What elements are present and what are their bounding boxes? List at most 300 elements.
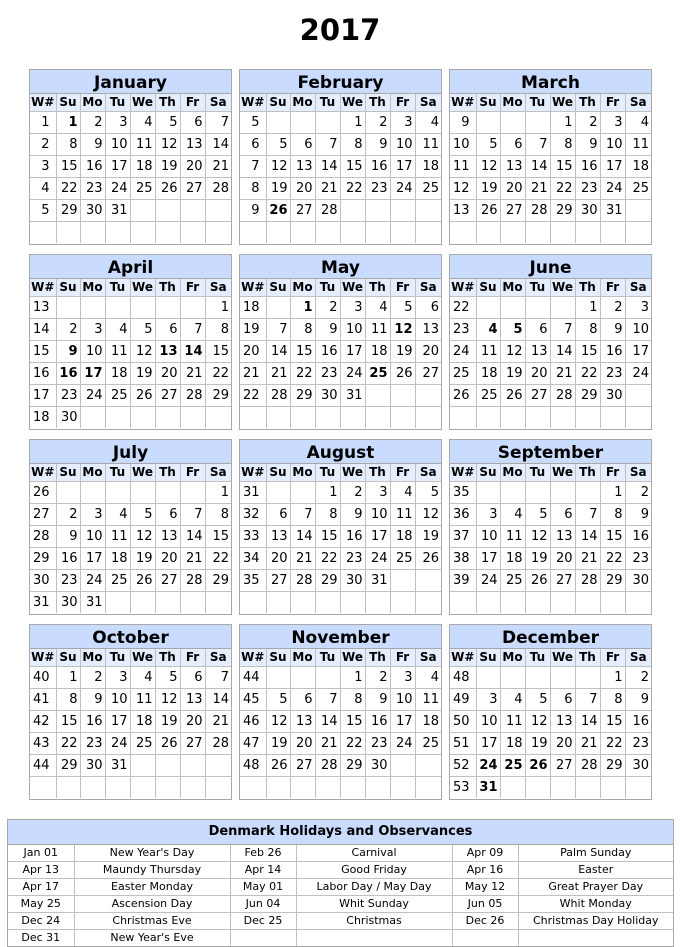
weekday-header: Su: [56, 464, 80, 482]
day-cell: [575, 407, 600, 428]
day-cell: 10: [625, 319, 651, 341]
day-cell: 16: [625, 526, 651, 548]
day-cell: 21: [266, 363, 290, 385]
day-cell: [390, 222, 415, 243]
day-cell: 29: [205, 385, 231, 407]
weekday-header: Sa: [625, 649, 651, 667]
week-number: 16: [30, 363, 56, 385]
day-cell: 19: [500, 363, 525, 385]
day-cell: 2: [80, 667, 105, 689]
day-cell: [415, 755, 441, 777]
week-number: 9: [240, 200, 266, 222]
weekday-header: We: [130, 649, 155, 667]
day-cell: 18: [365, 341, 390, 363]
day-cell: 28: [575, 570, 600, 592]
week-row: [30, 667, 231, 689]
week-number-header: W#: [240, 94, 266, 112]
day-cell: 10: [600, 134, 625, 156]
day-cell: [525, 482, 550, 504]
weekday-header-row: [240, 279, 441, 297]
weekday-header: Th: [155, 649, 180, 667]
weekday-header: Fr: [390, 94, 415, 112]
weekday-header: Fr: [180, 464, 205, 482]
day-cell: 10: [390, 689, 415, 711]
day-cell: 24: [80, 385, 105, 407]
day-cell: 10: [105, 689, 130, 711]
weekday-header: Th: [575, 94, 600, 112]
day-cell: 5: [525, 689, 550, 711]
week-row: [240, 548, 441, 570]
day-cell: 23: [56, 570, 80, 592]
day-cell: 28: [180, 570, 205, 592]
day-cell: 3: [105, 112, 130, 134]
weekday-header: Tu: [525, 94, 550, 112]
day-cell: 29: [575, 385, 600, 407]
holiday-date: Apr 16: [452, 862, 518, 879]
week-number: 26: [30, 482, 56, 504]
holiday-date: Dec 26: [452, 913, 518, 930]
day-cell: [80, 777, 105, 798]
week-number: [30, 777, 56, 798]
day-cell: 25: [130, 178, 155, 200]
week-number: 9: [450, 112, 476, 134]
weekday-header: Th: [155, 464, 180, 482]
day-cell: [290, 407, 315, 428]
month-november: [239, 624, 442, 800]
holiday-name: Christmas Day Holiday: [518, 913, 673, 930]
week-number-header: W#: [450, 464, 476, 482]
day-cell: [266, 667, 290, 689]
day-cell: 2: [600, 297, 625, 319]
day-cell: 4: [130, 667, 155, 689]
weekday-header: Tu: [315, 279, 340, 297]
week-row: [240, 592, 441, 613]
holiday-date: [452, 930, 518, 947]
weekday-header: Tu: [315, 649, 340, 667]
day-cell: [500, 667, 525, 689]
weekday-header: Sa: [415, 94, 441, 112]
day-cell: 26: [155, 178, 180, 200]
holiday-date: Jun 05: [452, 896, 518, 913]
day-cell: 8: [575, 319, 600, 341]
day-cell: [105, 407, 130, 429]
day-cell: [130, 200, 155, 222]
day-cell: 17: [340, 341, 365, 363]
week-row: [240, 526, 441, 548]
day-cell: 18: [415, 156, 441, 178]
month-name: May: [240, 255, 441, 279]
day-cell: [80, 407, 105, 429]
week-row: [30, 341, 231, 363]
day-cell: 3: [476, 689, 500, 711]
day-cell: 21: [315, 733, 340, 755]
day-cell: 24: [105, 178, 130, 200]
holiday-date: Apr 09: [452, 845, 518, 862]
week-row: [30, 755, 231, 777]
day-cell: 1: [290, 297, 315, 319]
week-number: 8: [240, 178, 266, 200]
day-cell: [550, 667, 575, 689]
weekday-header: Su: [476, 649, 500, 667]
day-cell: 6: [155, 504, 180, 526]
day-cell: 28: [315, 755, 340, 777]
day-cell: 19: [476, 178, 500, 200]
day-cell: 17: [80, 363, 105, 385]
day-cell: 9: [575, 134, 600, 156]
day-cell: 15: [600, 711, 625, 733]
day-cell: 8: [340, 689, 365, 711]
day-cell: [266, 112, 290, 134]
week-row: [30, 156, 231, 178]
day-cell: [476, 482, 500, 504]
day-cell: [266, 592, 290, 613]
day-cell: 23: [315, 363, 340, 385]
day-cell: 23: [365, 733, 390, 755]
holiday-name: Christmas Eve: [74, 913, 230, 930]
week-row: [450, 407, 651, 428]
day-cell: [575, 482, 600, 504]
month-table: [30, 464, 231, 613]
day-cell: 22: [315, 548, 340, 570]
day-cell: [525, 407, 550, 428]
holiday-date: [230, 930, 296, 947]
day-cell: [315, 112, 340, 134]
day-cell: 30: [365, 755, 390, 777]
weekday-header: Su: [266, 94, 290, 112]
day-cell: 9: [56, 526, 80, 548]
day-cell: 23: [56, 385, 80, 407]
day-cell: 31: [80, 592, 105, 614]
week-row: [30, 385, 231, 407]
day-cell: 5: [130, 504, 155, 526]
day-cell: [266, 482, 290, 504]
day-cell: 17: [105, 711, 130, 733]
week-number: 35: [240, 570, 266, 592]
day-cell: 13: [500, 156, 525, 178]
day-cell: 13: [155, 341, 180, 363]
weekday-header: Th: [575, 279, 600, 297]
day-cell: [365, 592, 390, 613]
day-cell: [550, 222, 575, 243]
day-cell: [390, 200, 415, 222]
day-cell: [600, 777, 625, 799]
day-cell: 9: [600, 319, 625, 341]
week-number: 27: [30, 504, 56, 526]
day-cell: 3: [476, 504, 500, 526]
day-cell: [600, 407, 625, 428]
day-cell: 27: [155, 385, 180, 407]
day-cell: 6: [180, 667, 205, 689]
week-row: [450, 363, 651, 385]
day-cell: [525, 592, 550, 613]
day-cell: 14: [205, 689, 231, 711]
day-cell: 11: [130, 134, 155, 156]
week-number: 7: [240, 156, 266, 178]
day-cell: [315, 592, 340, 613]
day-cell: 24: [600, 178, 625, 200]
week-row: [450, 156, 651, 178]
weekday-header: Su: [56, 94, 80, 112]
week-number: 1: [30, 112, 56, 134]
weekday-header-row: [30, 464, 231, 482]
day-cell: 31: [600, 200, 625, 222]
day-cell: 18: [130, 711, 155, 733]
day-cell: [575, 667, 600, 689]
day-cell: [205, 755, 231, 777]
day-cell: 2: [365, 112, 390, 134]
weekday-header: Su: [266, 464, 290, 482]
week-number: 24: [450, 341, 476, 363]
week-row: [240, 407, 441, 428]
day-cell: [365, 222, 390, 243]
day-cell: 15: [340, 711, 365, 733]
holiday-date: May 01: [230, 879, 296, 896]
day-cell: 3: [80, 319, 105, 341]
day-cell: [415, 385, 441, 407]
day-cell: [390, 755, 415, 777]
day-cell: 15: [550, 156, 575, 178]
holiday-name: [296, 930, 452, 947]
month-june: [449, 254, 652, 430]
day-cell: 13: [266, 526, 290, 548]
holiday-row: [8, 930, 673, 947]
day-cell: 18: [500, 548, 525, 570]
week-row: [450, 134, 651, 156]
day-cell: 16: [56, 548, 80, 570]
week-number-header: W#: [450, 649, 476, 667]
week-number: 51: [450, 733, 476, 755]
week-row: [30, 711, 231, 733]
day-cell: 3: [365, 482, 390, 504]
month-table: [240, 279, 441, 428]
day-cell: 29: [600, 570, 625, 592]
holiday-name: Whit Sunday: [296, 896, 452, 913]
day-cell: 25: [415, 178, 441, 200]
holiday-row: [8, 879, 673, 896]
day-cell: 1: [340, 112, 365, 134]
week-row: [450, 504, 651, 526]
day-cell: [365, 385, 390, 407]
day-cell: 11: [625, 134, 651, 156]
week-number: 15: [30, 341, 56, 363]
weekday-header: Su: [476, 464, 500, 482]
day-cell: 18: [476, 363, 500, 385]
day-cell: 26: [155, 733, 180, 755]
day-cell: 16: [625, 711, 651, 733]
week-number: 46: [240, 711, 266, 733]
day-cell: 12: [476, 156, 500, 178]
day-cell: 22: [550, 178, 575, 200]
weekday-header: Su: [266, 279, 290, 297]
day-cell: [415, 222, 441, 243]
week-row: [240, 156, 441, 178]
day-cell: 16: [80, 156, 105, 178]
week-number: 35: [450, 482, 476, 504]
day-cell: [476, 297, 500, 319]
day-cell: 7: [205, 667, 231, 689]
day-cell: 27: [290, 755, 315, 777]
day-cell: 26: [525, 755, 550, 777]
day-cell: 21: [315, 178, 340, 200]
holiday-date: Apr 17: [8, 879, 74, 896]
week-number: [240, 777, 266, 798]
day-cell: 1: [340, 667, 365, 689]
day-cell: 29: [290, 385, 315, 407]
week-number: 36: [450, 504, 476, 526]
week-row: [240, 755, 441, 777]
week-number: 22: [450, 297, 476, 319]
week-number: 37: [450, 526, 476, 548]
day-cell: 10: [80, 526, 105, 548]
holiday-name: [518, 930, 673, 947]
day-cell: 7: [180, 319, 205, 341]
day-cell: 20: [290, 178, 315, 200]
day-cell: 30: [80, 200, 105, 222]
day-cell: [266, 407, 290, 428]
day-cell: 1: [205, 482, 231, 504]
week-number: 11: [450, 156, 476, 178]
day-cell: 19: [525, 548, 550, 570]
day-cell: 8: [56, 134, 80, 156]
day-cell: 22: [205, 548, 231, 570]
holiday-name: Labor Day / May Day: [296, 879, 452, 896]
day-cell: 7: [180, 504, 205, 526]
week-row: [450, 755, 651, 777]
weekday-header: We: [340, 649, 365, 667]
week-row: [30, 178, 231, 200]
day-cell: 2: [625, 482, 651, 504]
day-cell: [600, 222, 625, 243]
day-cell: [155, 407, 180, 429]
day-cell: 30: [600, 385, 625, 407]
day-cell: 18: [500, 733, 525, 755]
holiday-date: Dec 24: [8, 913, 74, 930]
day-cell: 6: [266, 504, 290, 526]
day-cell: [500, 482, 525, 504]
day-cell: 17: [476, 548, 500, 570]
day-cell: 3: [340, 297, 365, 319]
week-row: [240, 363, 441, 385]
day-cell: [56, 777, 80, 798]
weekday-header-row: [450, 649, 651, 667]
day-cell: 7: [550, 319, 575, 341]
week-row: [30, 482, 231, 504]
day-cell: [56, 297, 80, 319]
holiday-date: Apr 13: [8, 862, 74, 879]
day-cell: 19: [266, 178, 290, 200]
week-number-header: W#: [450, 94, 476, 112]
week-number: 41: [30, 689, 56, 711]
week-number: [450, 592, 476, 613]
weekday-header: Sa: [205, 279, 231, 297]
week-number: 3: [30, 156, 56, 178]
week-number: 48: [450, 667, 476, 689]
week-number: [240, 592, 266, 613]
day-cell: 10: [476, 711, 500, 733]
day-cell: 8: [56, 689, 80, 711]
day-cell: 13: [550, 526, 575, 548]
week-row: [240, 385, 441, 407]
day-cell: 17: [625, 341, 651, 363]
weekday-header: We: [340, 279, 365, 297]
week-number: 49: [450, 689, 476, 711]
week-number: 31: [240, 482, 266, 504]
week-row: [240, 222, 441, 243]
weekday-header: Mo: [500, 649, 525, 667]
month-table: [30, 649, 231, 798]
day-cell: 30: [56, 407, 80, 429]
day-cell: 28: [550, 385, 575, 407]
weekday-header: Mo: [290, 279, 315, 297]
week-number: 44: [240, 667, 266, 689]
day-cell: [155, 200, 180, 222]
day-cell: 26: [476, 200, 500, 222]
day-cell: 28: [290, 570, 315, 592]
day-cell: [390, 407, 415, 428]
weekday-header: Mo: [80, 94, 105, 112]
day-cell: 22: [575, 363, 600, 385]
holiday-date: Dec 25: [230, 913, 296, 930]
day-cell: 23: [80, 733, 105, 755]
day-cell: [625, 385, 651, 407]
weekday-header: Tu: [315, 464, 340, 482]
day-cell: 1: [575, 297, 600, 319]
weekday-header: Fr: [600, 649, 625, 667]
weekday-header-row: [240, 94, 441, 112]
weekday-header: Th: [575, 649, 600, 667]
weekday-header: Mo: [500, 464, 525, 482]
week-number: 45: [240, 689, 266, 711]
day-cell: [340, 777, 365, 798]
week-row: [240, 482, 441, 504]
week-row: [240, 341, 441, 363]
day-cell: 20: [180, 711, 205, 733]
day-cell: 26: [130, 570, 155, 592]
day-cell: 30: [315, 385, 340, 407]
day-cell: 6: [550, 689, 575, 711]
day-cell: [625, 200, 651, 222]
day-cell: 20: [290, 733, 315, 755]
weekday-header: Th: [155, 94, 180, 112]
day-cell: 4: [130, 112, 155, 134]
weekday-header: Fr: [390, 464, 415, 482]
week-row: [30, 112, 231, 134]
week-row: [30, 222, 231, 243]
day-cell: [56, 482, 80, 504]
day-cell: 12: [525, 526, 550, 548]
day-cell: [105, 297, 130, 319]
day-cell: [130, 222, 155, 243]
day-cell: 13: [180, 689, 205, 711]
week-number: [450, 222, 476, 243]
day-cell: [105, 222, 130, 243]
day-cell: 7: [266, 319, 290, 341]
day-cell: 27: [500, 200, 525, 222]
month-table: [240, 649, 441, 798]
day-cell: 25: [500, 755, 525, 777]
day-cell: 13: [180, 134, 205, 156]
week-number: 6: [240, 134, 266, 156]
weekday-header: We: [340, 464, 365, 482]
week-number: 25: [450, 363, 476, 385]
day-cell: 24: [365, 548, 390, 570]
day-cell: [205, 407, 231, 429]
day-cell: 12: [266, 156, 290, 178]
day-cell: [315, 667, 340, 689]
day-cell: 11: [415, 134, 441, 156]
day-cell: 7: [290, 504, 315, 526]
day-cell: 14: [550, 341, 575, 363]
